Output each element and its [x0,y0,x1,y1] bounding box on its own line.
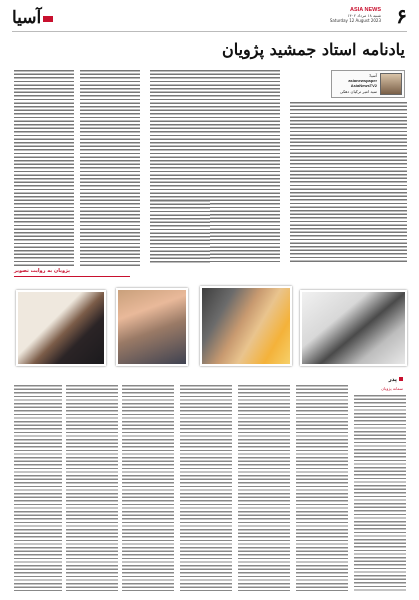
lower-column-1 [354,395,406,591]
column-sublabel: سمانه پژویان [381,386,403,391]
bullet-icon [399,377,403,381]
lower-column-3 [238,385,290,591]
photo-with-child [116,288,188,366]
photo-graduation [16,290,106,366]
page-number: ۶ [396,4,407,28]
issue-date: شنبه ۱۸ مرداد ۱۴۰۲ [347,13,381,18]
byline-prefix: آسیا: [368,73,377,78]
issue-date-en: Saturday 12 August 2023 [329,18,381,23]
issue-info [330,8,381,23]
column-label [389,377,403,383]
photo-father-son [200,286,292,366]
photo-section-caption: پژویان به روایت تصویر [14,268,71,274]
lower-column-5 [122,385,174,591]
lower-column-7 [14,385,62,591]
byline-box [331,70,405,98]
masthead [12,6,407,32]
byline-handle-1: asianewspaper [348,78,377,84]
byline-text [340,73,377,94]
logo-text: آسیا [12,8,42,28]
red-divider [14,276,130,277]
lower-column-6 [66,385,118,591]
article-column-4 [80,70,140,266]
lower-column-2 [296,385,348,591]
photo-at-desk [300,290,407,366]
lower-column-4 [180,385,232,591]
byline-handle-2: AsiaNewsTV2 [350,83,377,89]
article-column-5 [150,200,210,264]
column-title: پدر [388,377,397,383]
article-headline: یادنامه استاد جمشید پژویان [221,40,405,59]
article-column-3 [14,70,74,266]
author-photo [380,73,402,95]
newspaper-logo [12,8,53,28]
photo-strip [14,286,407,366]
article-column-1 [290,102,407,264]
logo-mark-icon [43,16,53,22]
brand-label: ASIA NEWS [350,7,381,13]
byline-author: سید امیر ترکیان دهکی [339,88,377,94]
